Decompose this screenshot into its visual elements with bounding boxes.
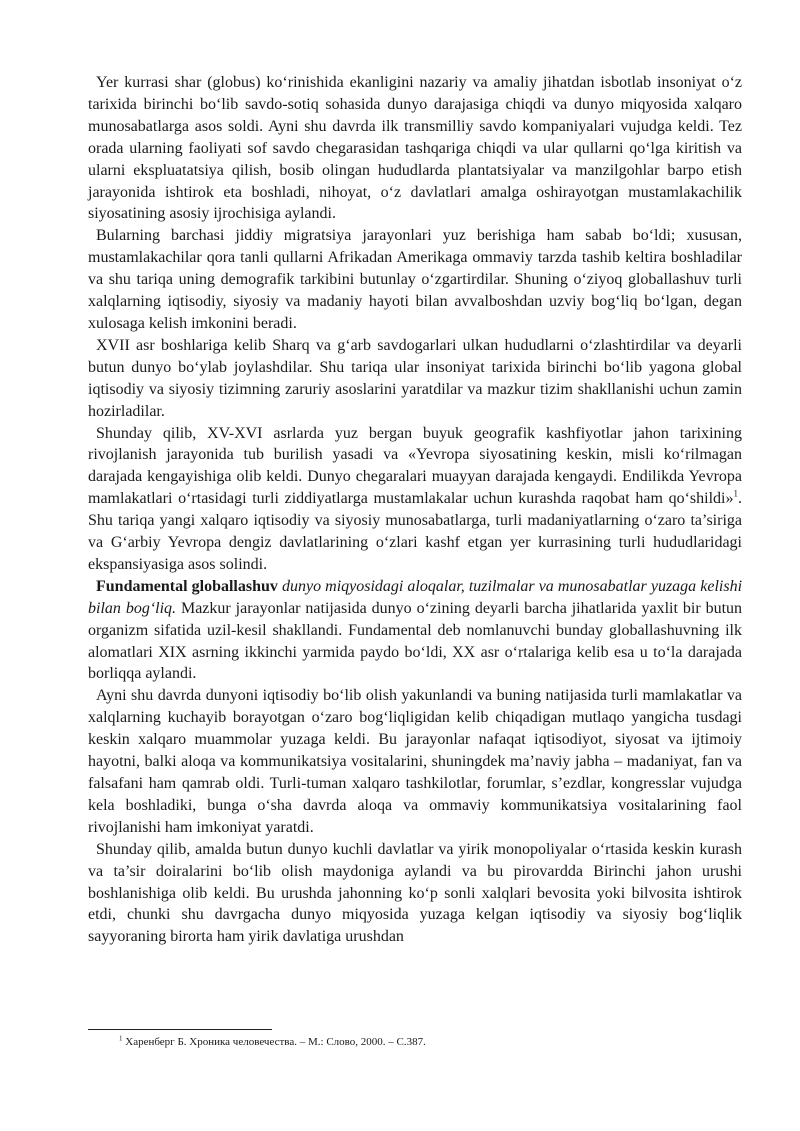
paragraph-7: Shunday qilib, amalda butun dunyo kuchli davlatlar va yirik monopoliyalar o‘rtasida keskin kurash va ta’sir doiralarini bo‘lib olish maydoniga aylandi va bu pirovardda Birinchi jahon urushi boshlanishiga olib keldi. Bu urushda jahonning ko‘p sonli xalqlari bevosita yoki bilvosita ishtirok etdi, chunki shu davrgacha dunyo miqyosida yuzaga kelgan iqtisodiy va siyosiy bog‘liqlik sayyoraning birorta ham yirik davlatiga urushdan (88, 840, 742, 946)
paragraph-4 (88, 423, 742, 576)
paragraph-5-text: Mazkur jarayonlar natijasida dunyo o‘zining deyarli barcha jihatlarida yaxlit bir butun organizm sifatida uzil-kesil shakllandi. Fundamental deb nomlanuvchi bunday globallashuvning ilk alomatlari XIX asrning ikkinchi yarmida paydo bo‘ldi, XX asr o‘rtalariga kelib esa u to‘la darajada borliqqa aylandi. (88, 599, 743, 683)
footnote-text: Харенберг Б. Хроника человечества. – М.: Слово, 2000. – С.387. (122, 1036, 426, 1048)
paragraph-2: Bularning barchasi jiddiy migratsiya jarayonlari yuz berishiga ham sabab bo‘ldi; xususan, mustamlakachilar qora tanli qullarni Afrikadan Amerikaga ommaviy tarzda tashib keltira boshladilar va shu tariqa uning demografik tarkibini butunlay o‘zgartirdilar. Shuning o‘ziyoq globallashuv turli xalqlarning iqtisodiy, siyosiy va madaniy hayoti bilan avvalboshdan uzviy bog‘liq bo‘lgan, degan xulosaga kelish imkonini beradi. (88, 227, 742, 332)
paragraph-4-text: Shunday qilib, XV-XVI asrlarda yuz bergan buyuk geografik kashfiyotlar jahon tarixining rivojlanish jarayonida tub burilish yasadi va «Yevropa siyosatining keskin, misli ko‘rilmagan darajada kengayishiga olib keldi. Dunyo chegaralari muayyan darajada kengaydi. Endilikda Yevropa mamlakatlari o‘rtasidagi turli ziddiyatlarga mustamlakalar uchun kurashda raqobat ham qo‘shildi» (88, 424, 742, 508)
term-definition: dunyo miqyosidagi aloqalar, tuzilmalar va munosabatlar yuzaga kelishi bilan bog‘liq. (88, 577, 743, 617)
paragraph-5 (88, 576, 742, 686)
paragraph-4-text-cont: . Shu tariqa yangi xalqaro iqtisodiy va siyosiy munosabatlarga, turli madaniyatlarning o‘zaro ta’siriga va G‘arbiy Yevropa dengiz davlatlarining o‘zlari kashf etgan yer kurrasining turli hududlaridagi ekspansiyasiga asos solindi. (88, 490, 742, 573)
key-term: Fundamental globallashuv (96, 577, 278, 595)
paragraph-3: XVII asr boshlariga kelib Sharq va g‘arb savdogarlari ulkan hududlarni o‘zlashtirdilar va deyarli butun dunyo bo‘ylab joylashdilar. Shu tariqa ular insoniyat tarixida birinchi bo‘lib yagona global iqtisodiy va siyosiy tizimning zaruriy asoslarini yaratdilar va mazkur tizim shakllanishi uchun zamin hozirladilar. (88, 336, 742, 420)
footnote-marker: 1 (119, 1034, 123, 1043)
footnote-divider (88, 1029, 272, 1030)
paragraph-1: Yer kurrasi shar (globus) ko‘rinishida ekanligini nazariy va amaliy jihatdan isbotlab insoniyat o‘z tarixida birinchi bo‘lib savdo-sotiq sohasida dunyo darajasiga chiqdi va dunyo miqyosida xalqaro munosabatlarga asos soldi. Ayni shu davrda ilk transmilliy savdo kompaniyalari vujudga keldi. Tez orada ularning faoliyati sof savdo chegarasidan tashqariga chiqdi va ular qullarni qo‘lga kiritish va ularni ekspluatatsiya qilish, bosib olingan hududlarda plantatsiyalar va manzilgohlar barpo etish jarayonida ishtirok eta boshladi, nihoyat, o‘z davlatlari amalga oshirayotgan mustamlakachilik siyosatining asosiy ijrochisiga aylandi. (88, 74, 742, 223)
footnote (119, 1036, 426, 1048)
footnote-ref[interactable]: 1 (733, 488, 738, 499)
document-body (88, 72, 742, 948)
paragraph-6: Ayni shu davrda dunyoni iqtisodiy bo‘lib olish yakunlandi va buning natijasida turli mamlakatlar va xalqlarning kuchayib borayotgan o‘zaro bog‘liqligidan kelib chiqadigan mutlaqo yangicha tusdagi keskin xalqaro muammolar yuzaga keldi. Bu jarayonlar nafaqat iqtisodiyot, siyosat va ijtimoiy hayotni, balki aloqa va kommunikatsiya vositalarini, shuningdek ma’naviy jabha – madaniyat, fan va falsafani ham qamrab oldi. Turli-tuman xalqaro tashkilotlar, forumlar, s’ezdlar, kongresslar vujudga kela boshladiki, bunga o‘sha davrda aloqa va ommaviy kommunikatsiya vositalarining faol rivojlanishi ham imkoniyat yaratdi. (88, 687, 742, 836)
